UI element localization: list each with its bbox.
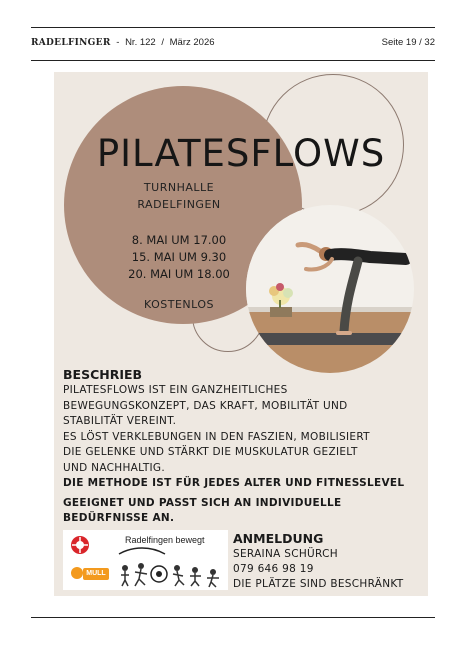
- venue: [104, 179, 254, 213]
- pilates-photo: [246, 205, 414, 373]
- bottom-rule: [31, 617, 435, 618]
- description-line: PILATESFLOWS IST EIN GANZHEITLICHES: [63, 384, 288, 396]
- date-item: 15. MAI UM 9.30: [131, 250, 227, 264]
- logo-text: Radelfingen bewegt: [125, 535, 205, 545]
- contact-name: SERAINA SCHÜRCH: [233, 548, 338, 560]
- registration-heading: ANMELDUNG: [233, 531, 324, 546]
- description-line: STABILITÄT VEREINT.: [63, 415, 177, 427]
- header-separator: -: [116, 37, 120, 48]
- description-line: BEWEGUNGSKONZEPT, DAS KRAFT, MOBILITÄT UND: [63, 399, 348, 412]
- date-list: [94, 232, 264, 283]
- description-bold-line: BEDÜRFNISSE AN.: [63, 512, 175, 524]
- price-label: KOSTENLOS: [143, 298, 215, 311]
- date-item: 20. MAI UM 18.00: [128, 267, 230, 281]
- venue-line-1: TURNHALLE: [143, 181, 215, 194]
- pilates-flyer: [54, 72, 428, 596]
- radelfingen-bewegt-logo: [63, 530, 228, 590]
- issue-month: März 2026: [169, 37, 215, 48]
- issue-number: Nr. 122: [125, 37, 156, 48]
- publication-name: RADELFINGER: [31, 38, 111, 48]
- description-bold-line: DIE METHODE IST FÜR JEDES ALTER UND FITNESSLEVEL: [63, 477, 405, 489]
- top-rule: [31, 27, 435, 28]
- limited-places-note: DIE PLÄTZE SIND BESCHRÄNKT: [233, 578, 404, 590]
- venue-line-2: RADELFINGEN: [137, 198, 221, 211]
- description-line: DIE GELENKE UND STÄRKT DIE MUSKULATUR GEZIELT: [63, 446, 358, 458]
- flyer-title: PILATESFLOWS: [96, 132, 386, 175]
- page-header: [31, 37, 435, 51]
- description-bold-line: GEEIGNET UND PASST SICH AN INDIVIDUELLE: [63, 496, 342, 509]
- page-number: Seite 19 / 32: [381, 37, 435, 48]
- description-line: ES LÖST VERKLEBUNGEN IN DEN FASZIEN, MOBILISIERT: [63, 430, 370, 443]
- date-item: 8. MAI UM 17.00: [131, 233, 227, 247]
- header-separator: /: [161, 37, 164, 48]
- contact-phone: 079 646 98 19: [233, 563, 314, 575]
- description-heading: BESCHRIEB: [63, 367, 143, 382]
- header-rule: [31, 60, 435, 61]
- description-text: [63, 383, 423, 527]
- description-line: UND NACHHALTIG.: [63, 461, 166, 474]
- logo-badge: MULL: [86, 570, 106, 577]
